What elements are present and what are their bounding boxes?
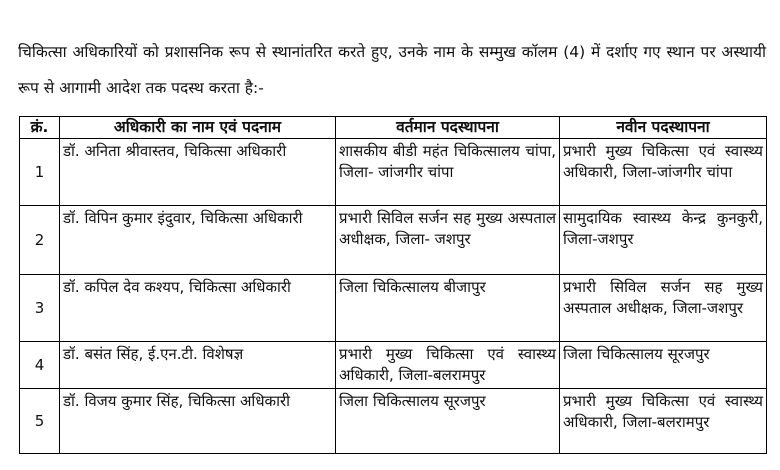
intro-paragraph: चिकित्सा अधिकारियों को प्रशासनिक रूप से स्थानांतरित करते हुए, उनके नाम के सम्मुख कॉलम (4) में दर्शाए गए स्थान पर अस्थायी रूप से आगामी आदेश तक पदस्थ करता है:- xyxy=(18,42,766,97)
table-row xyxy=(20,206,767,275)
header-officer: अधिकारी का नाम एवं पदनाम xyxy=(60,117,336,139)
table-row xyxy=(20,275,767,342)
table-header-row xyxy=(20,117,767,139)
table-row xyxy=(20,139,767,206)
new-posting-cell: सामुदायिक स्वास्थ्य केन्द्र कुनकुरी, जिला-जशपुर xyxy=(560,206,767,275)
officer-cell: डॉ. बसंत सिंह, ई.एन.टी. विशेषज्ञ xyxy=(60,342,336,389)
serial-cell: 3 xyxy=(20,275,60,342)
serial-cell: 2 xyxy=(20,206,60,275)
current-posting-cell: जिला चिकित्सालय सूरजपुर xyxy=(336,389,560,454)
new-posting-cell: प्रभारी सिविल सर्जन सह मुख्य अस्पताल अधीक्षक, जिला-जशपुर xyxy=(560,275,767,342)
officer-cell: डॉ. विपिन कुमार इंदुवार, चिकित्सा अधिकारी xyxy=(60,206,336,275)
header-new-posting: नवीन पदस्थापना xyxy=(560,117,767,139)
serial-cell: 5 xyxy=(20,389,60,454)
current-posting-cell: प्रभारी मुख्य चिकित्सा एवं स्वास्थ्य अधिकारी, जिला-बलरामपुर xyxy=(336,342,560,389)
table-row xyxy=(20,342,767,389)
new-posting-cell: जिला चिकित्सालय सूरजपुर xyxy=(560,342,767,389)
current-posting-cell: शासकीय बीडी महंत चिकित्सालय चांपा, जिला- जांजगीर चांपा xyxy=(336,139,560,206)
officer-cell: डॉ. कपिल देव कश्यप, चिकित्सा अधिकारी xyxy=(60,275,336,342)
officer-cell: डॉ. विजय कुमार सिंह, चिकित्सा अधिकारी xyxy=(60,389,336,454)
current-posting-cell: जिला चिकित्सालय बीजापुर xyxy=(336,275,560,342)
new-posting-cell: प्रभारी मुख्य चिकित्सा एवं स्वास्थ्य अधिकारी, जिला-बलरामपुर xyxy=(560,389,767,454)
officer-cell: डॉ. अनिता श्रीवास्तव, चिकित्सा अधिकारी xyxy=(60,139,336,206)
header-serial: क्रं. xyxy=(20,117,60,139)
header-current-posting: वर्तमान पदस्थापना xyxy=(336,117,560,139)
serial-cell: 1 xyxy=(20,139,60,206)
serial-cell: 4 xyxy=(20,342,60,389)
transfer-table xyxy=(19,116,767,454)
new-posting-cell: प्रभारी मुख्य चिकित्सा एवं स्वास्थ्य अधिकारी, जिला-जांजगीर चांपा xyxy=(560,139,767,206)
current-posting-cell: प्रभारी सिविल सर्जन सह मुख्य अस्पताल अधीक्षक, जिला- जशपुर xyxy=(336,206,560,275)
table-row xyxy=(20,389,767,454)
